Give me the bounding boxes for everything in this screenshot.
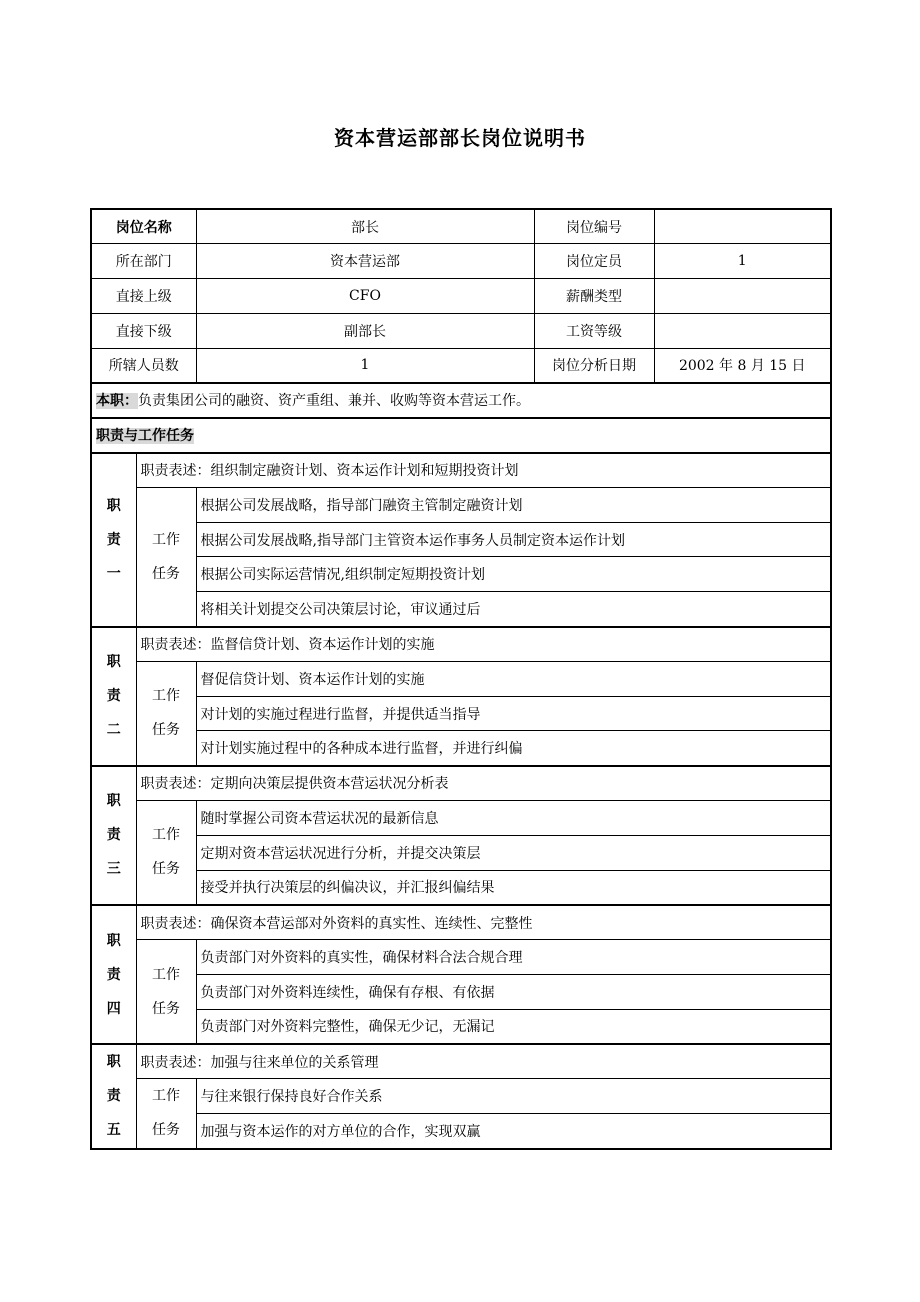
task-row	[91, 661, 831, 696]
task-row	[91, 557, 831, 592]
info-key: 岗位分析日期	[534, 348, 654, 383]
info-value: 1	[196, 348, 534, 383]
duty-statement-row	[91, 766, 831, 801]
task-item: 根据公司发展战略,指导部门主管资本运作事务人员制定资本运作计划	[196, 522, 831, 557]
benzhi-label: 本职：	[96, 393, 138, 410]
info-row	[91, 244, 831, 279]
task-row	[91, 870, 831, 905]
duty-label: 职 责 五	[91, 1044, 136, 1148]
info-key: 薪酬类型	[534, 279, 654, 314]
task-item: 对计划实施过程中的各种成本进行监督，并进行纠偏	[196, 731, 831, 766]
task-label: 工作 任务	[136, 801, 196, 905]
info-value	[654, 313, 831, 348]
info-key: 岗位名称	[91, 209, 196, 244]
task-row	[91, 940, 831, 975]
duty-label: 职 责 二	[91, 627, 136, 766]
section-title: 职责与工作任务	[96, 428, 194, 445]
benzhi-cell	[91, 383, 831, 418]
task-item: 随时掌握公司资本营运状况的最新信息	[196, 801, 831, 836]
task-item: 对计划的实施过程进行监督，并提供适当指导	[196, 696, 831, 731]
info-value	[654, 209, 831, 244]
task-label: 工作 任务	[136, 940, 196, 1044]
task-label: 工作 任务	[136, 1079, 196, 1149]
info-row	[91, 313, 831, 348]
task-item: 与往来银行保持良好合作关系	[196, 1079, 831, 1114]
info-value: 副部长	[196, 313, 534, 348]
info-value: 1	[654, 244, 831, 279]
page-title: 资本营运部部长岗位说明书	[334, 126, 586, 150]
task-item: 接受并执行决策层的纠偏决议，并汇报纠偏结果	[196, 870, 831, 905]
task-item: 负责部门对外资料连续性，确保有存根、有依据	[196, 975, 831, 1010]
task-item: 加强与资本运作的对方单位的合作，实现双赢	[196, 1114, 831, 1149]
duty-statement: 职责表述：监督信贷计划、资本运作计划的实施	[136, 627, 831, 662]
duty-statement: 职责表述：组织制定融资计划、资本运作计划和短期投资计划	[136, 453, 831, 488]
duty-label: 职 责 四	[91, 905, 136, 1044]
duty-statement: 职责表述：加强与往来单位的关系管理	[136, 1044, 831, 1079]
duty-statement-row	[91, 627, 831, 662]
info-key: 工资等级	[534, 313, 654, 348]
section-title-row	[91, 418, 831, 453]
task-item: 负责部门对外资料完整性，确保无少记，无漏记	[196, 1009, 831, 1044]
task-item: 定期对资本营运状况进行分析，并提交决策层	[196, 835, 831, 870]
info-key: 所辖人员数	[91, 348, 196, 383]
info-value: 2002 年 8 月 15 日	[654, 348, 831, 383]
info-value: 资本营运部	[196, 244, 534, 279]
task-row	[91, 696, 831, 731]
task-row	[91, 1009, 831, 1044]
duty-statement: 职责表述：定期向决策层提供资本营运状况分析表	[136, 766, 831, 801]
info-row	[91, 209, 831, 244]
duty-statement-row	[91, 1044, 831, 1079]
task-row	[91, 1079, 831, 1114]
task-row	[91, 731, 831, 766]
task-item: 根据公司发展战略，指导部门融资主管制定融资计划	[196, 487, 831, 522]
duty-label: 职 责 一	[91, 453, 136, 627]
info-value	[654, 279, 831, 314]
section-title-cell	[91, 418, 831, 453]
info-row	[91, 279, 831, 314]
benzhi-row	[91, 383, 831, 418]
task-row	[91, 801, 831, 836]
task-row	[91, 1114, 831, 1149]
task-label: 工作 任务	[136, 487, 196, 626]
task-row	[91, 835, 831, 870]
info-value: 部长	[196, 209, 534, 244]
task-row	[91, 592, 831, 627]
task-item: 负责部门对外资料的真实性，确保材料合法合规合理	[196, 940, 831, 975]
info-row	[91, 348, 831, 383]
info-key: 所在部门	[91, 244, 196, 279]
task-label: 工作 任务	[136, 661, 196, 765]
task-row	[91, 487, 831, 522]
task-item: 根据公司实际运营情况,组织制定短期投资计划	[196, 557, 831, 592]
info-key: 岗位定员	[534, 244, 654, 279]
duty-statement-row	[91, 905, 831, 940]
info-key: 直接下级	[91, 313, 196, 348]
info-value: CFO	[196, 279, 534, 314]
task-row	[91, 522, 831, 557]
duty-statement-row	[91, 453, 831, 488]
duty-label: 职 责 三	[91, 766, 136, 905]
job-description-table	[90, 208, 832, 1150]
benzhi-text: 负责集团公司的融资、资产重组、兼并、收购等资本营运工作。	[138, 393, 530, 410]
task-row	[91, 975, 831, 1010]
task-item: 将相关计划提交公司决策层讨论，审议通过后	[196, 592, 831, 627]
info-key: 岗位编号	[534, 209, 654, 244]
info-key: 直接上级	[91, 279, 196, 314]
task-item: 督促信贷计划、资本运作计划的实施	[196, 661, 831, 696]
duty-statement: 职责表述：确保资本营运部对外资料的真实性、连续性、完整性	[136, 905, 831, 940]
